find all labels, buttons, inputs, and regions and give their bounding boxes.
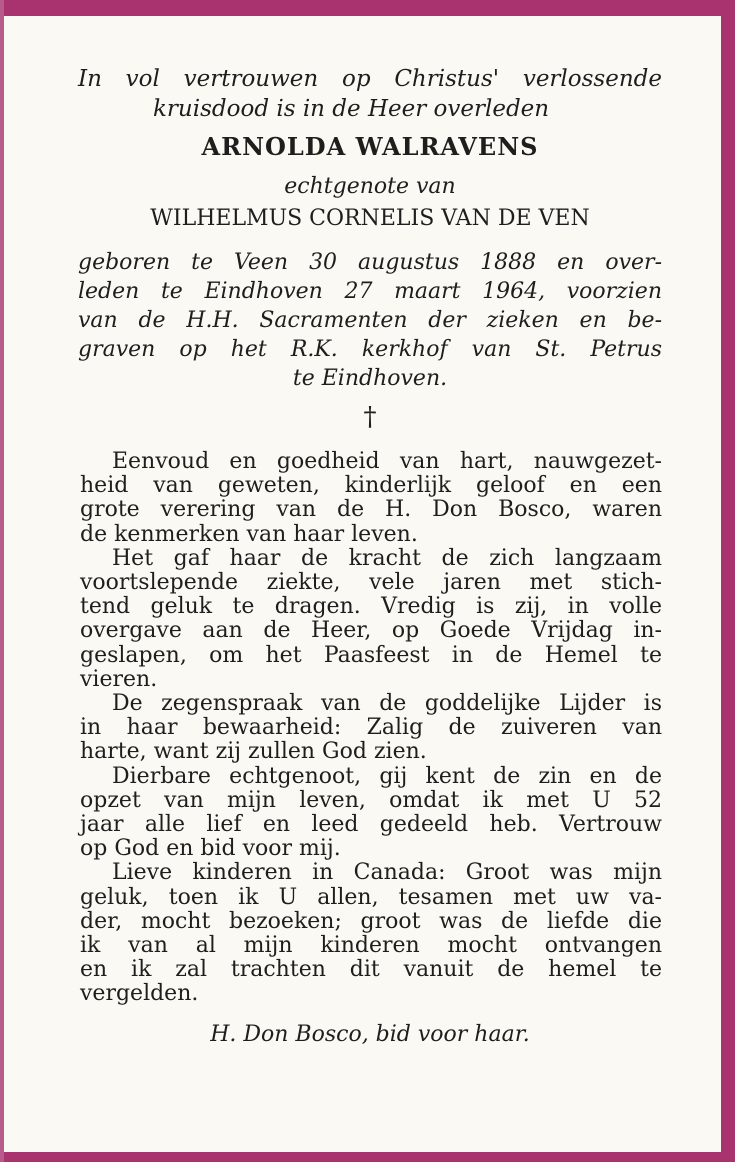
biography-line: van de H.H. Sacramenten der zieken en be- <box>78 308 662 333</box>
body-line: op God en bid voor mij. <box>80 836 341 862</box>
body-line: ik van al mijn kinderen mocht ontvangen <box>80 933 662 959</box>
intro-line-1: In vol vertrouwen op Christus' verlossende <box>78 66 662 92</box>
biography-line: graven op het R.K. kerkhof van St. Petrus <box>78 337 662 362</box>
body-line: en ik zal trachten dit vanuit de hemel te <box>80 957 662 983</box>
biography <box>78 248 662 393</box>
body-line: vergelden. <box>80 981 199 1007</box>
body-line: geluk, toen ik U allen, tesamen met uw va- <box>80 884 662 910</box>
body-line: voortslepende ziekte, vele jaren met stich- <box>80 570 662 596</box>
body-line: der, mocht bezoeken; groot was de liefde die <box>80 908 662 934</box>
body-line: in haar bewaarheid: Zalig de zuiveren van <box>80 715 662 741</box>
closing-prayer: H. Don Bosco, bid voor haar. <box>210 1022 530 1047</box>
body-line: Eenvoud en goedheid van hart, nauwgezet- <box>112 449 662 474</box>
body-text <box>80 450 662 1007</box>
body-line: de kenmerken van haar leven. <box>80 521 418 547</box>
body-line: tend geluk te dragen. Vredig is zij, in volle <box>80 594 662 620</box>
border-right <box>721 0 735 1162</box>
biography-line: leden te Eindhoven 27 maart 1964, voorzien <box>78 279 662 304</box>
body-line: vieren. <box>80 666 158 692</box>
biography-line: te Eindhoven. <box>292 366 448 391</box>
biography-line: geboren te Veen 30 augustus 1888 en over- <box>78 250 662 275</box>
body-line: geslapen, om het Paasfeest in de Hemel te <box>80 642 662 668</box>
intro-text <box>78 64 662 124</box>
body-line: heid van geweten, kinderlijk geloof en een <box>80 473 662 499</box>
intro-line-2: kruisdood is in de Heer overleden <box>153 96 550 122</box>
body-line: jaar alle lief en leed gedeeld heb. Vertrouw <box>80 812 662 838</box>
spouse-name: WILHELMUS CORNELIS VAN DE VEN <box>150 206 590 231</box>
body-line: harte, want zij zullen God zien. <box>80 739 427 765</box>
body-line: overgave aan de Heer, op Goede Vrijdag in- <box>80 618 662 644</box>
body-line: De zegenspraak van de goddelijke Lijder is <box>112 691 662 717</box>
body-line: Dierbare echtgenoot, gij kent de zin en de <box>112 763 662 789</box>
cross-icon: † <box>363 402 377 432</box>
body-line: grote verering van de H. Don Bosco, waren <box>80 497 662 523</box>
border-top <box>0 0 735 16</box>
deceased-name: ARNOLDA WALRAVENS <box>201 132 539 161</box>
spouse-label: echtgenote van <box>284 174 456 199</box>
border-bottom <box>0 1152 735 1162</box>
body-line: opzet van mijn leven, omdat ik met U 52 <box>80 787 662 813</box>
body-line: Lieve kinderen in Canada: Groot was mijn <box>112 860 662 886</box>
body-line: Het gaf haar de kracht de zich langzaam <box>112 545 662 571</box>
